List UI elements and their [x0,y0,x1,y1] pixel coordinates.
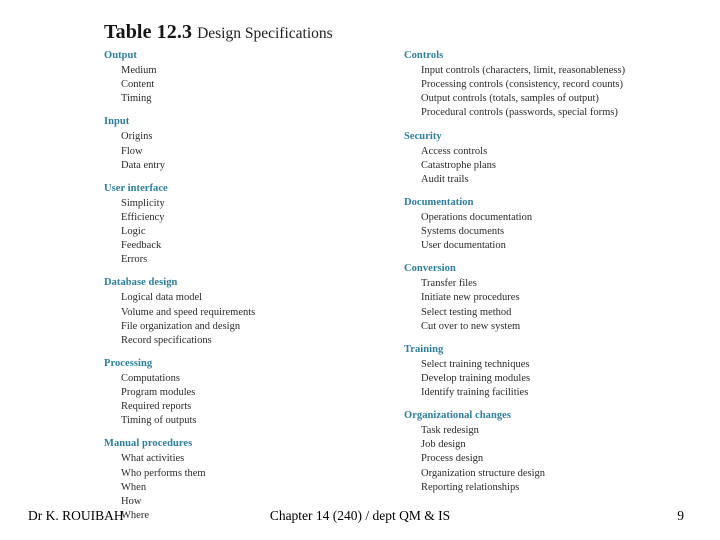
list-item: Job design [421,439,466,451]
list-item: Operations documentation [421,211,533,223]
figure-title [104,22,649,43]
list-item: Processing controls (consistency, record counts) [421,79,623,91]
list-item: Simplicity [121,197,165,209]
group-heading-output: Output [104,50,137,61]
list-item: Efficiency [121,211,165,223]
group-database-design [104,276,404,348]
group-items-conversion [404,277,649,333]
group-organizational-changes [404,409,649,495]
group-heading-database-design: Database design [104,277,178,289]
group-items-output [104,64,404,106]
group-security [404,130,649,187]
list-item: Output controls (totals, samples of output) [421,93,599,105]
list-item: Timing [121,93,152,105]
group-training [404,343,649,400]
group-heading-input: Input [104,116,130,128]
list-item: Content [121,79,155,91]
list-item: Where [121,509,149,521]
group-items-database-design [104,291,404,347]
list-item: Computations [121,372,180,384]
list-item: Organization structure design [421,467,546,479]
list-item: Timing of outputs [121,415,197,427]
list-item: Logical data model [121,292,203,304]
footer-page-number: 9 [677,508,684,523]
list-item: Develop training modules [421,372,531,384]
list-item: Data entry [121,159,166,171]
group-items-user-interface [104,197,404,268]
list-item: File organization and design [121,320,241,332]
list-item: What activities [121,453,185,465]
group-heading-manual-procedures: Manual procedures [104,438,193,450]
list-item: Volume and speed requirements [121,306,256,318]
group-heading-documentation: Documentation [404,196,474,208]
slide-footer [0,504,720,530]
right-column [404,49,649,495]
list-item: Process design [421,453,484,465]
list-item: Select testing method [421,306,512,318]
list-item: Errors [121,254,148,266]
group-heading-user-interface: User interface [104,182,168,194]
list-item: Input controls (characters, limit, reasonableness) [421,65,626,77]
group-heading-processing: Processing [104,357,153,369]
group-output [104,49,404,106]
list-item: Transfer files [421,278,477,290]
group-items-documentation [404,211,649,253]
list-item: Identify training facilities [421,387,529,399]
list-item: Procedural controls (passwords, special forms) [421,107,618,119]
group-items-controls [404,64,649,120]
list-item: Audit trails [421,173,469,185]
group-heading-organizational-changes: Organizational changes [404,410,511,422]
group-items-security [404,145,649,187]
design-specifications-figure [104,22,649,523]
specification-columns [104,49,649,523]
list-item: Catastrophe plans [421,159,496,171]
list-item: Origins [121,131,153,143]
list-item: Initiate new procedures [421,292,520,304]
group-heading-conversion: Conversion [404,263,456,275]
list-item: How [121,495,142,507]
table-caption: Design Specifications [197,25,333,42]
group-items-processing [104,372,404,428]
group-conversion [404,262,649,334]
list-item: Reporting relationships [421,481,520,493]
list-item: Task redesign [421,425,479,437]
left-column [104,49,404,523]
list-item: Who performs them [121,467,206,479]
list-item: Medium [121,65,157,77]
list-item: Flow [121,145,143,157]
group-user-interface [104,182,404,268]
list-item: Required reports [121,401,192,413]
group-heading-controls: Controls [404,50,444,61]
group-items-input [104,130,404,172]
list-item: Access controls [421,145,488,157]
group-processing [104,357,404,429]
group-heading-security: Security [404,130,442,142]
list-item: User documentation [421,240,506,252]
list-item: Select training techniques [421,358,530,370]
footer-author: Dr K. ROUIBAH [28,508,124,523]
table-number: Table 12.3 [104,21,193,43]
group-items-training [404,358,649,400]
list-item: Logic [121,226,146,238]
list-item: Program modules [121,387,196,399]
footer-course-info: Chapter 14 (240) / dept QM & IS [269,508,451,523]
list-item: Feedback [121,240,162,252]
group-documentation [404,196,649,253]
list-item: Cut over to new system [421,320,521,332]
group-items-organizational-changes [404,424,649,495]
group-heading-training: Training [404,343,444,355]
group-controls [404,49,649,121]
group-input [104,115,404,172]
list-item: When [121,481,147,493]
list-item: Record specifications [121,334,212,346]
list-item: Systems documents [421,226,505,238]
